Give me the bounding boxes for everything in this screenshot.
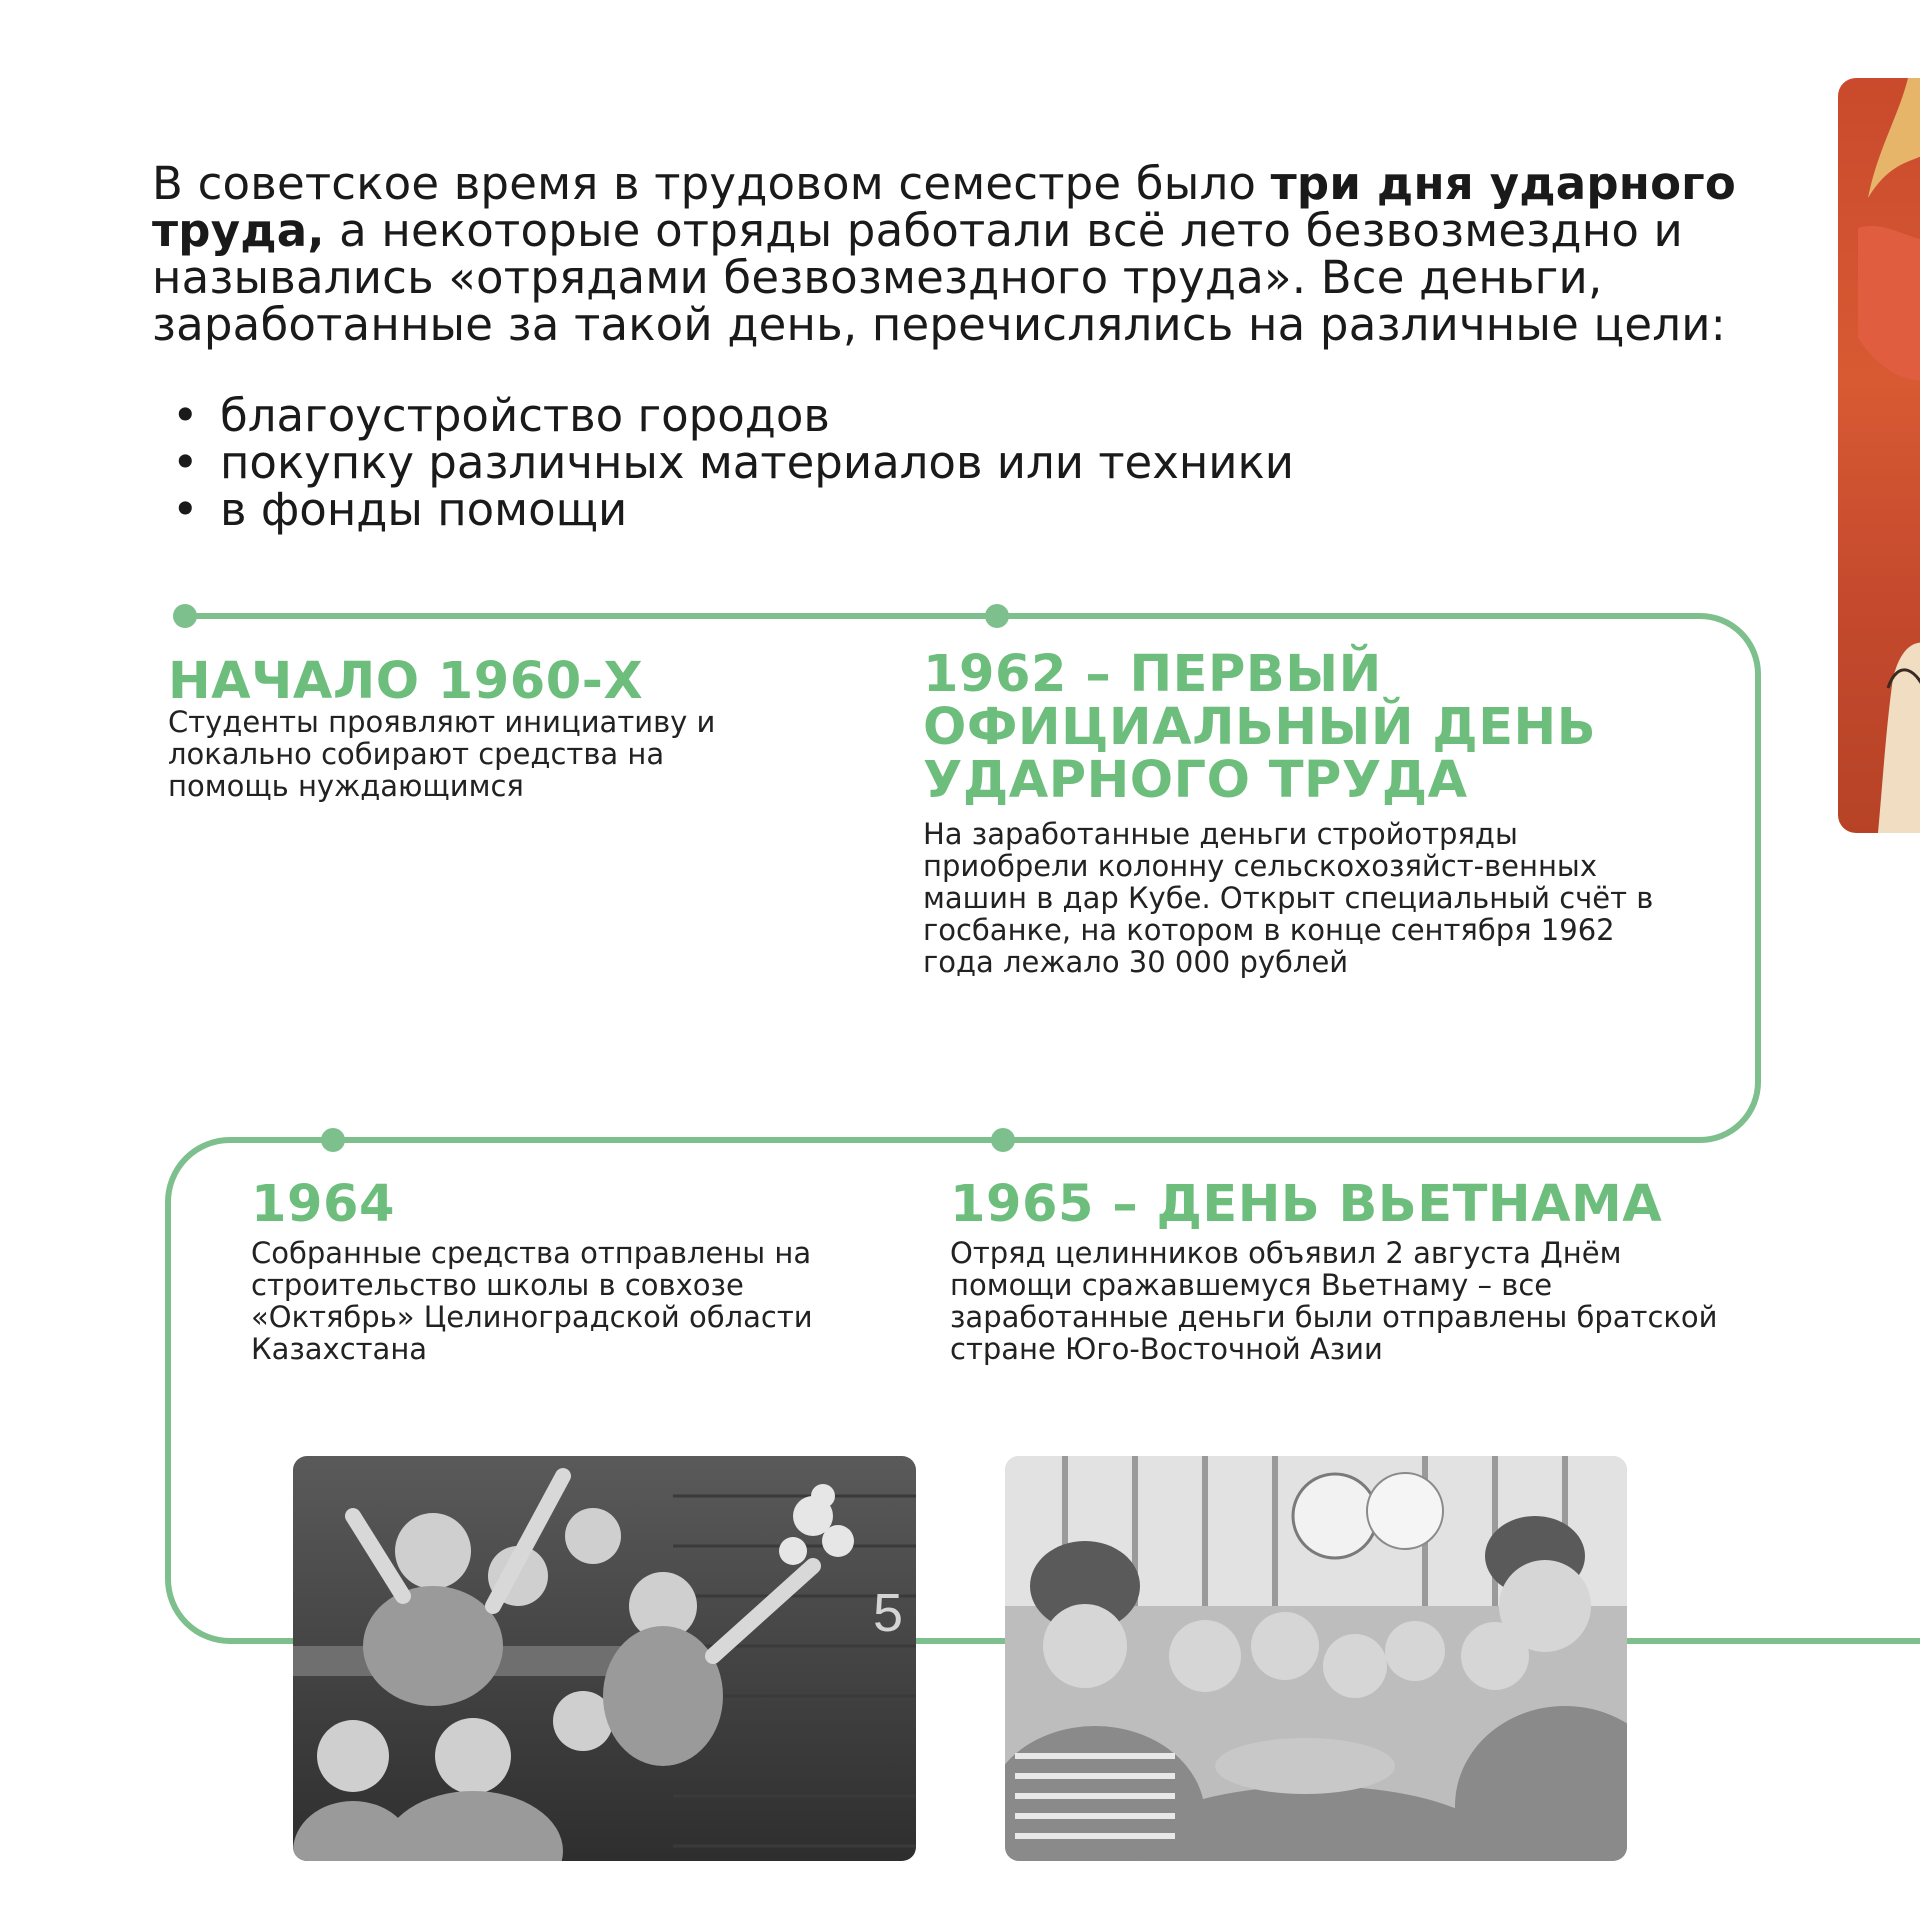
intro-text-2: а некоторые отряды работали всё лето безвозмездно и назывались «отрядами безвозмездного труда». Все деньги, заработанные за такой день, перечислялись на различные цели:: [152, 204, 1727, 351]
intro-paragraph: [152, 157, 1772, 351]
timeline-text-1: Студенты проявляют инициативу и локально собирают средства на помощь нуждающимся: [168, 705, 716, 803]
timeline-heading-1: НАЧАЛО 1960-Х: [168, 652, 644, 711]
timeline-text-3: Собранные средства отправлены на строительство школы в совхозе «Октябрь» Целиноградской области Казахстана: [251, 1236, 813, 1366]
timeline-heading-4: 1965 – ДЕНЬ ВЬЕТНАМА: [950, 1175, 1663, 1234]
goals-list: [172, 389, 1294, 536]
intro-bold: три дня ударного труда,: [152, 157, 1737, 257]
timeline-dot-1: [173, 604, 197, 628]
poster-partial: [1838, 78, 1920, 833]
photo-festival-crowd: [1005, 1456, 1627, 1861]
timeline-text-2: На заработанные деньги стройотряды приобрели колонну сельскохозяйст-венных машин в дар Кубе. Открыт специальный счёт в госбанке, на котором в конце сентября 1962 года лежало 30 000 рублей: [923, 817, 1654, 979]
timeline-dot-4: [991, 1128, 1015, 1152]
timeline-heading-2: 1962 – ПЕРВЫЙ ОФИЦИАЛЬНЫЙ ДЕНЬ УДАРНОГО ТРУДА: [923, 645, 1597, 810]
timeline-dot-2: [985, 604, 1009, 628]
timeline-text-4: Отряд целинников объявил 2 августа Днём помощи сражавшемуся Вьетнаму – все заработанные деньги были отправлены братской стране Юго-Восточной Азии: [950, 1236, 1718, 1366]
timeline-dot-3: [321, 1128, 345, 1152]
list-item: • благоустройство городов: [172, 392, 1294, 439]
photo-students-train: [293, 1456, 916, 1861]
timeline-heading-3: 1964: [251, 1175, 395, 1234]
intro-text-1: В советское время в трудовом семестре было: [152, 157, 1271, 210]
list-item: • покупку различных материалов или техники: [172, 439, 1294, 486]
wagon-number: 5: [873, 1583, 904, 1643]
list-item: • в фонды помощи: [172, 486, 1294, 533]
